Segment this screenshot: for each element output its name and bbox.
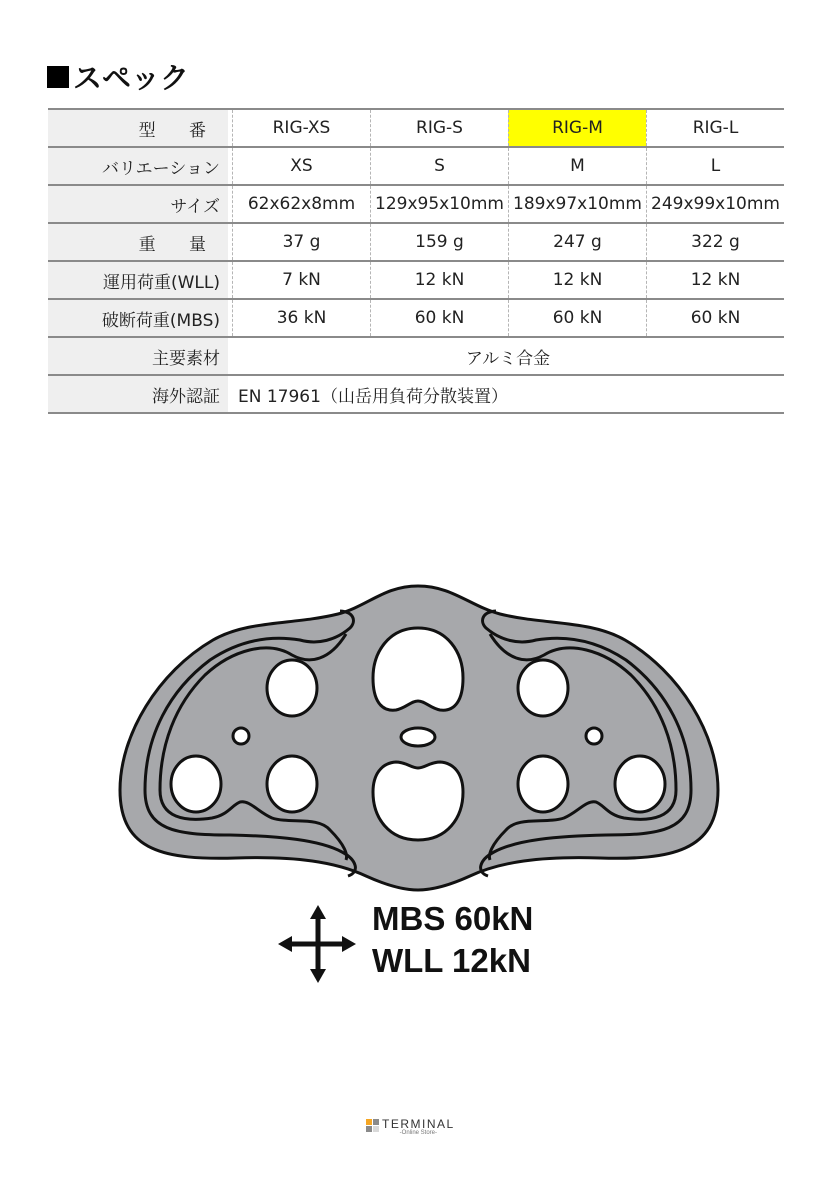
table-cell: 12 kN bbox=[508, 262, 646, 298]
table-cell: RIG-L bbox=[646, 110, 784, 146]
table-cell: 60 kN bbox=[370, 300, 508, 336]
table-row-material bbox=[48, 336, 784, 374]
row-label: 運用荷重(WLL) bbox=[48, 262, 228, 298]
table-cell: S bbox=[370, 148, 508, 184]
row-label: 型 番 bbox=[48, 110, 228, 146]
table-cell: 7 kN bbox=[232, 262, 370, 298]
mbs-rating: MBS 60kN bbox=[372, 900, 534, 937]
wll-rating: WLL 12kN bbox=[372, 942, 531, 979]
table-cell: XS bbox=[232, 148, 370, 184]
logo-mark-icon bbox=[366, 1119, 379, 1132]
table-cell: 36 kN bbox=[232, 300, 370, 336]
table-cell: 12 kN bbox=[646, 262, 784, 298]
row-label: 破断荷重(MBS) bbox=[48, 300, 228, 336]
footer-logo bbox=[366, 1118, 455, 1137]
row-label: 主要素材 bbox=[48, 338, 228, 374]
row-label: 海外認証 bbox=[48, 376, 228, 412]
table-cell: 247 g bbox=[508, 224, 646, 260]
table-row-certification bbox=[48, 374, 784, 414]
table-cell: 249x99x10mm bbox=[646, 186, 784, 222]
table-cell: 159 g bbox=[370, 224, 508, 260]
table-row-wll bbox=[48, 260, 784, 298]
table-cell: 37 g bbox=[232, 224, 370, 260]
table-cell: 62x62x8mm bbox=[232, 186, 370, 222]
table-row-variation bbox=[48, 146, 784, 184]
table-cell: L bbox=[646, 148, 784, 184]
table-row-size bbox=[48, 184, 784, 222]
section-heading bbox=[47, 56, 189, 97]
table-row-mbs bbox=[48, 298, 784, 336]
table-cell: 129x95x10mm bbox=[370, 186, 508, 222]
table-cell-span: EN 17961（山岳用負荷分散装置） bbox=[238, 386, 508, 407]
row-label: 重 量 bbox=[48, 224, 228, 260]
brand-subtitle: -Online Store- bbox=[399, 1130, 438, 1136]
table-cell: 322 g bbox=[646, 224, 784, 260]
table-cell: 12 kN bbox=[370, 262, 508, 298]
section-title: スペック bbox=[73, 61, 190, 95]
table-cell: RIG-S bbox=[370, 110, 508, 146]
square-bullet-icon bbox=[47, 66, 69, 88]
table-cell-highlighted: RIG-M bbox=[508, 110, 646, 146]
table-cell: M bbox=[508, 148, 646, 184]
brand-name: TERMINAL bbox=[382, 1117, 455, 1131]
table-cell: RIG-XS bbox=[232, 110, 370, 146]
spec-table bbox=[48, 108, 784, 414]
table-cell: 189x97x10mm bbox=[508, 186, 646, 222]
table-row-weight bbox=[48, 222, 784, 260]
load-ratings bbox=[372, 898, 533, 982]
row-label: バリエーション bbox=[48, 148, 228, 184]
row-label: サイズ bbox=[48, 186, 228, 222]
table-row-model bbox=[48, 108, 784, 146]
four-way-arrow-icon bbox=[278, 905, 358, 985]
table-cell-span: アルミ合金 bbox=[465, 348, 551, 369]
table-cell: 60 kN bbox=[646, 300, 784, 336]
table-cell: 60 kN bbox=[508, 300, 646, 336]
